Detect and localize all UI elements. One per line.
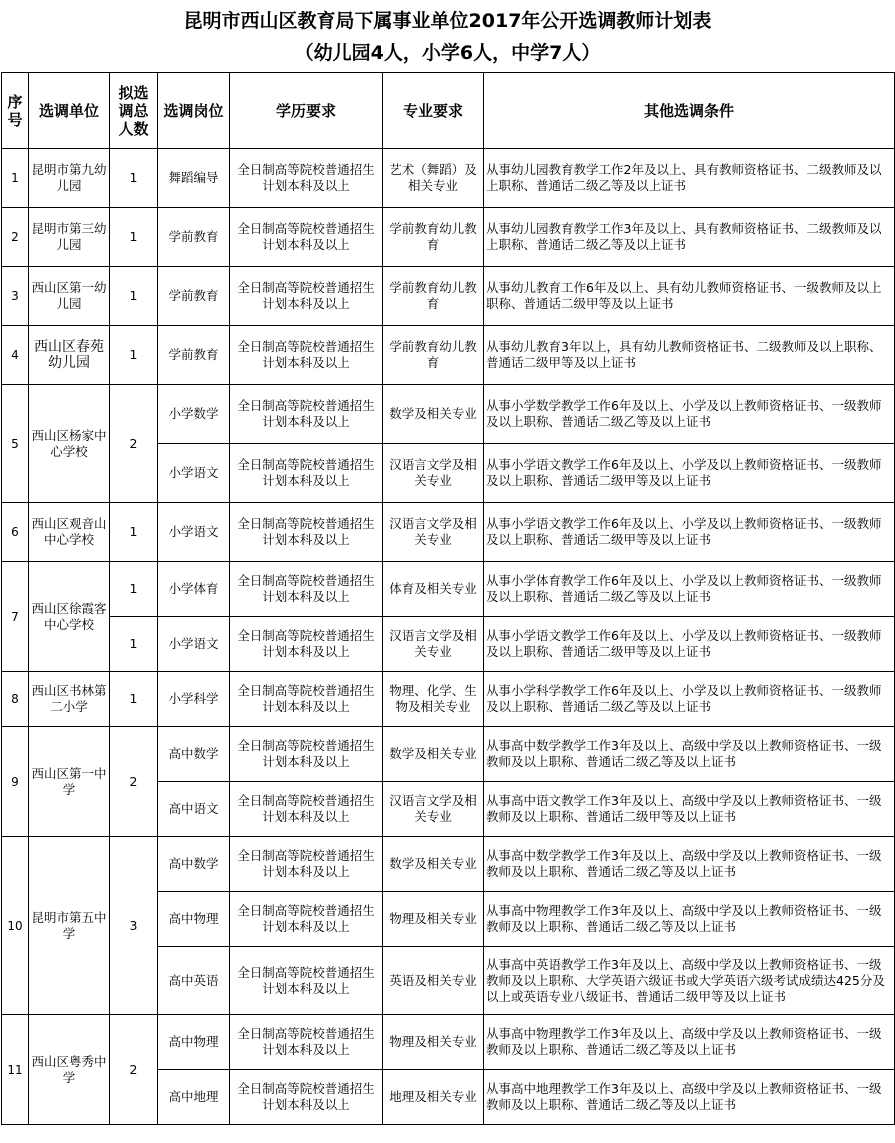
cell-seq: 6 bbox=[2, 503, 29, 562]
cell-seq: 5 bbox=[2, 385, 29, 503]
cell-other: 从事高中物理教学工作3年及以上、高级中学及以上教师资格证书、一级教师及以上职称、普通话二级乙等及以上证书 bbox=[484, 1015, 895, 1070]
cell-major: 英语及相关专业 bbox=[383, 947, 484, 1015]
cell-other: 从事小学语文教学工作6年及以上、小学及以上教师资格证书、一级教师及以上职称、普通话二级甲等及以上证书 bbox=[484, 444, 895, 503]
cell-unit: 昆明市第九幼儿园 bbox=[29, 149, 110, 208]
cell-count: 2 bbox=[110, 1015, 158, 1125]
table-row bbox=[2, 727, 895, 782]
cell-major: 物理及相关专业 bbox=[383, 892, 484, 947]
cell-major: 学前教育幼儿教育 bbox=[383, 208, 484, 267]
cell-major: 地理及相关专业 bbox=[383, 1070, 484, 1125]
table-row bbox=[2, 149, 895, 208]
cell-post: 小学体育 bbox=[158, 562, 230, 617]
page-title: 昆明市西山区教育局下属事业单位2017年公开选调教师计划表 bbox=[183, 10, 712, 32]
header-seq: 序号 bbox=[2, 73, 29, 149]
cell-post: 高中数学 bbox=[158, 837, 230, 892]
cell-other: 从事幼儿教育工作6年及以上、具有幼儿教师资格证书、一级教师及以上职称、普通话二级甲等及以上证书 bbox=[484, 267, 895, 326]
cell-other: 从事高中数学教学工作3年及以上、高级中学及以上教师资格证书、一级教师及以上职称、普通话二级乙等及以上证书 bbox=[484, 727, 895, 782]
cell-unit: 西山区春苑幼儿园 bbox=[29, 326, 110, 385]
cell-seq: 3 bbox=[2, 267, 29, 326]
table-row bbox=[2, 326, 895, 385]
cell-unit: 西山区徐霞客中心学校 bbox=[29, 562, 110, 672]
cell-major: 数学及相关专业 bbox=[383, 727, 484, 782]
table-row bbox=[2, 208, 895, 267]
cell-major: 数学及相关专业 bbox=[383, 385, 484, 444]
cell-edu: 全日制高等院校普通招生计划本科及以上 bbox=[230, 1070, 383, 1125]
cell-major: 数学及相关专业 bbox=[383, 837, 484, 892]
cell-seq: 4 bbox=[2, 326, 29, 385]
cell-count: 1 bbox=[110, 267, 158, 326]
cell-seq: 10 bbox=[2, 837, 29, 1015]
cell-major: 艺术（舞蹈）及相关专业 bbox=[383, 149, 484, 208]
cell-unit: 西山区杨家中心学校 bbox=[29, 385, 110, 503]
cell-other: 从事幼儿园教育教学工作2年及以上、具有教师资格证书、二级教师及以上职称、普通话二级乙等及以上证书 bbox=[484, 149, 895, 208]
cell-other: 从事高中地理教学工作3年及以上、高级中学及以上教师资格证书、一级教师及以上职称、普通话二级乙等及以上证书 bbox=[484, 1070, 895, 1125]
header-unit: 选调单位 bbox=[29, 73, 110, 149]
cell-other: 从事小学数学教学工作6年及以上、小学及以上教师资格证书、一级教师及以上职称、普通话二级乙等及以上证书 bbox=[484, 385, 895, 444]
cell-major: 学前教育幼儿教育 bbox=[383, 267, 484, 326]
cell-major: 体育及相关专业 bbox=[383, 562, 484, 617]
cell-post: 小学科学 bbox=[158, 672, 230, 727]
cell-seq: 11 bbox=[2, 1015, 29, 1125]
cell-unit: 西山区书林第二小学 bbox=[29, 672, 110, 727]
cell-edu: 全日制高等院校普通招生计划本科及以上 bbox=[230, 444, 383, 503]
cell-post: 学前教育 bbox=[158, 326, 230, 385]
cell-count: 1 bbox=[110, 208, 158, 267]
cell-count: 1 bbox=[110, 503, 158, 562]
cell-seq: 2 bbox=[2, 208, 29, 267]
cell-edu: 全日制高等院校普通招生计划本科及以上 bbox=[230, 149, 383, 208]
cell-post: 高中英语 bbox=[158, 947, 230, 1015]
cell-edu: 全日制高等院校普通招生计划本科及以上 bbox=[230, 208, 383, 267]
cell-edu: 全日制高等院校普通招生计划本科及以上 bbox=[230, 562, 383, 617]
cell-unit: 昆明市第五中学 bbox=[29, 837, 110, 1015]
cell-count: 1 bbox=[110, 326, 158, 385]
cell-edu: 全日制高等院校普通招生计划本科及以上 bbox=[230, 617, 383, 672]
header-major: 专业要求 bbox=[383, 73, 484, 149]
cell-count: 1 bbox=[110, 617, 158, 672]
cell-major: 汉语言文学及相关专业 bbox=[383, 444, 484, 503]
cell-post: 学前教育 bbox=[158, 267, 230, 326]
cell-post: 小学语文 bbox=[158, 444, 230, 503]
cell-post: 高中地理 bbox=[158, 1070, 230, 1125]
cell-post: 高中语文 bbox=[158, 782, 230, 837]
cell-edu: 全日制高等院校普通招生计划本科及以上 bbox=[230, 267, 383, 326]
cell-count: 1 bbox=[110, 672, 158, 727]
cell-major: 物理、化学、生物及相关专业 bbox=[383, 672, 484, 727]
cell-edu: 全日制高等院校普通招生计划本科及以上 bbox=[230, 727, 383, 782]
header-post: 选调岗位 bbox=[158, 73, 230, 149]
cell-count: 1 bbox=[110, 149, 158, 208]
header-edu: 学历要求 bbox=[230, 73, 383, 149]
table-row bbox=[2, 562, 895, 617]
cell-count: 3 bbox=[110, 837, 158, 1015]
cell-post: 学前教育 bbox=[158, 208, 230, 267]
cell-major: 物理及相关专业 bbox=[383, 1015, 484, 1070]
table-row bbox=[2, 617, 895, 672]
cell-unit: 西山区粤秀中学 bbox=[29, 1015, 110, 1125]
cell-post: 小学语文 bbox=[158, 503, 230, 562]
cell-post: 小学语文 bbox=[158, 617, 230, 672]
cell-other: 从事幼儿教育3年以上，具有幼儿教师资格证书、二级教师及以上职称、普通话二级甲等及以上证书 bbox=[484, 326, 895, 385]
cell-post: 小学数学 bbox=[158, 385, 230, 444]
cell-major: 汉语言文学及相关专业 bbox=[383, 617, 484, 672]
cell-other: 从事高中数学教学工作3年及以上、高级中学及以上教师资格证书、一级教师及以上职称、普通话二级乙等及以上证书 bbox=[484, 837, 895, 892]
cell-count: 1 bbox=[110, 562, 158, 617]
table-row bbox=[2, 1015, 895, 1070]
cell-other: 从事幼儿园教育教学工作3年及以上、具有教师资格证书、二级教师及以上职称、普通话二级乙等及以上证书 bbox=[484, 208, 895, 267]
cell-unit: 西山区第一中学 bbox=[29, 727, 110, 837]
cell-other: 从事高中英语教学工作3年及以上、高级中学及以上教师资格证书、一级教师及以上职称、大学英语六级证书或大学英语六级考试成绩达425分及以上或英语专业八级证书、普通话二级甲等及以上证书 bbox=[484, 947, 895, 1015]
cell-edu: 全日制高等院校普通招生计划本科及以上 bbox=[230, 1015, 383, 1070]
page-subtitle: （幼儿园4人，小学6人，中学7人） bbox=[294, 42, 601, 64]
title-block bbox=[0, 0, 895, 72]
header-other: 其他选调条件 bbox=[484, 73, 895, 149]
recruitment-table bbox=[1, 72, 895, 1125]
cell-other: 从事小学科学教学工作6年及以上、小学及以上教师资格证书、一级教师及以上职称、普通话二级乙等及以上证书 bbox=[484, 672, 895, 727]
table-row bbox=[2, 672, 895, 727]
cell-post: 高中数学 bbox=[158, 727, 230, 782]
cell-other: 从事小学体育教学工作6年及以上、小学及以上教师资格证书、一级教师及以上职称、普通话二级乙等及以上证书 bbox=[484, 562, 895, 617]
cell-seq: 9 bbox=[2, 727, 29, 837]
cell-edu: 全日制高等院校普通招生计划本科及以上 bbox=[230, 947, 383, 1015]
cell-post: 高中物理 bbox=[158, 1015, 230, 1070]
cell-edu: 全日制高等院校普通招生计划本科及以上 bbox=[230, 782, 383, 837]
cell-post: 舞蹈编导 bbox=[158, 149, 230, 208]
cell-count: 2 bbox=[110, 385, 158, 503]
table-row bbox=[2, 385, 895, 444]
cell-other: 从事小学语文教学工作6年及以上、小学及以上教师资格证书、一级教师及以上职称、普通话二级甲等及以上证书 bbox=[484, 617, 895, 672]
cell-major: 汉语言文学及相关专业 bbox=[383, 782, 484, 837]
cell-seq: 7 bbox=[2, 562, 29, 672]
table-header-row bbox=[2, 73, 895, 149]
cell-seq: 8 bbox=[2, 672, 29, 727]
cell-major: 汉语言文学及相关专业 bbox=[383, 503, 484, 562]
cell-other: 从事高中语文教学工作3年及以上、高级中学及以上教师资格证书、一级教师及以上职称、普通话二级甲等及以上证书 bbox=[484, 782, 895, 837]
cell-edu: 全日制高等院校普通招生计划本科及以上 bbox=[230, 503, 383, 562]
cell-edu: 全日制高等院校普通招生计划本科及以上 bbox=[230, 837, 383, 892]
cell-unit: 昆明市第三幼儿园 bbox=[29, 208, 110, 267]
cell-edu: 全日制高等院校普通招生计划本科及以上 bbox=[230, 892, 383, 947]
cell-post: 高中物理 bbox=[158, 892, 230, 947]
cell-unit: 西山区观音山中心学校 bbox=[29, 503, 110, 562]
cell-count: 2 bbox=[110, 727, 158, 837]
table-row bbox=[2, 503, 895, 562]
table-row bbox=[2, 267, 895, 326]
cell-edu: 全日制高等院校普通招生计划本科及以上 bbox=[230, 672, 383, 727]
cell-edu: 全日制高等院校普通招生计划本科及以上 bbox=[230, 385, 383, 444]
cell-edu: 全日制高等院校普通招生计划本科及以上 bbox=[230, 326, 383, 385]
table-row bbox=[2, 837, 895, 892]
cell-seq: 1 bbox=[2, 149, 29, 208]
cell-major: 学前教育幼儿教育 bbox=[383, 326, 484, 385]
cell-other: 从事高中物理教学工作3年及以上、高级中学及以上教师资格证书、一级教师及以上职称、普通话二级乙等及以上证书 bbox=[484, 892, 895, 947]
header-count: 拟选调总人数 bbox=[110, 73, 158, 149]
cell-other: 从事小学语文教学工作6年及以上、小学及以上教师资格证书、一级教师及以上职称、普通话二级甲等及以上证书 bbox=[484, 503, 895, 562]
cell-unit: 西山区第一幼儿园 bbox=[29, 267, 110, 326]
